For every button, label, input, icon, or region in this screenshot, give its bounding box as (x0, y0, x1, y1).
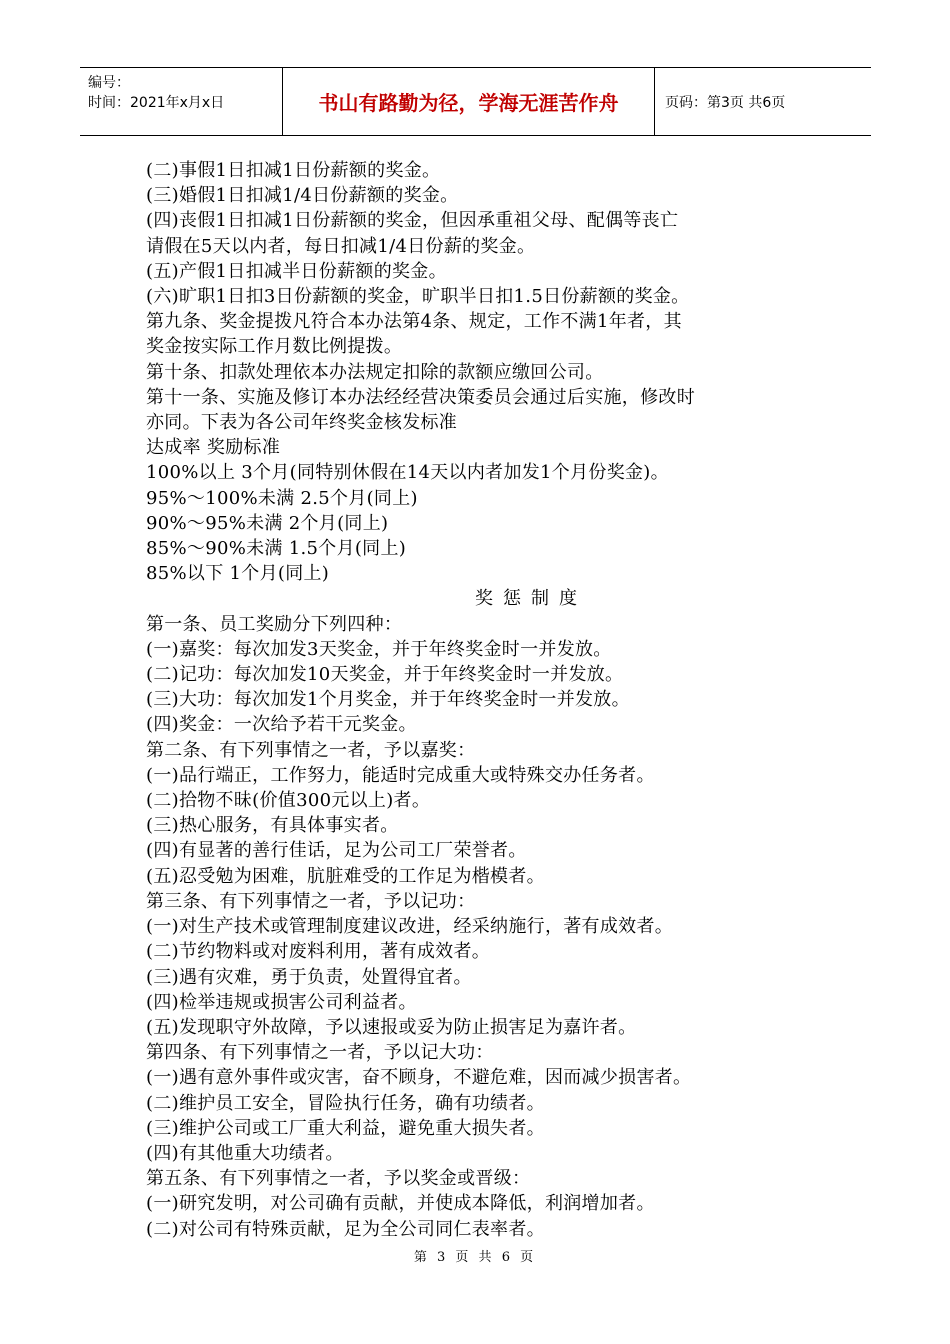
text-line: (二)节约物料或对废料利用，著有成效者。 (146, 941, 491, 963)
text-line: 请假在5天以内者，每日扣减1/4日份薪的奖金。 (146, 235, 536, 257)
text-line: 85%～90%未满 1.5个月(同上) (146, 538, 407, 560)
page-footer: 第 3 页 共 6 页 (413, 1250, 537, 1265)
document-body (146, 158, 826, 1242)
text-line: (三)维护公司或工厂重大利益，避免重大损失者。 (146, 1117, 545, 1139)
text-line: (六)旷职1日扣3日份薪额的奖金，旷职半日扣1.5日份薪额的奖金。 (146, 286, 690, 308)
text-line: 第五条、有下列事情之一者，予以奖金或晋级： (146, 1168, 531, 1190)
document-date-label: 时间：2021年x月x日 (88, 95, 225, 111)
text-line: (二)事假1日扣减1日份薪额的奖金。 (146, 160, 441, 181)
text-line: (一)嘉奖：每次加发3天奖金，并于年终奖金时一并发放。 (146, 638, 612, 660)
text-line: (四)丧假1日扣减1日份薪额的奖金，但因承重祖父母、配偶等丧亡 (146, 210, 679, 232)
section-title: 奖惩制度 (475, 588, 587, 610)
text-line: 亦同。下表为各公司年终奖金核发标准 (146, 412, 458, 434)
text-line: (三)热心服务，有具体事实者。 (146, 815, 399, 837)
text-line: (二)对公司有特殊贡献，足为全公司同仁表率者。 (146, 1218, 545, 1240)
text-line: 100%以上 3个月(同特别休假在14天以内者加发1个月份奖金)。 (146, 462, 669, 484)
text-line: (四)有显著的善行佳话，足为公司工厂荣誉者。 (146, 840, 527, 862)
text-line: 达成率 奖励标准 (146, 437, 281, 459)
text-line: 第四条、有下列事情之一者，予以记大功： (146, 1042, 494, 1064)
text-line: 第十一条、实施及修订本办法经经营决策委员会通过后实施，修改时 (146, 386, 695, 408)
text-line: 第九条、奖金提拨凡符合本办法第4条、规定，工作不满1年者，其 (146, 311, 682, 333)
text-line: (一)对生产技术或管理制度建议改进，经采纳施行，著有成效者。 (146, 916, 674, 938)
text-line: 95%～100%未满 2.5个月(同上) (146, 487, 418, 509)
page-header (80, 67, 871, 136)
text-line: (二)记功：每次加发10天奖金，并于年终奖金时一并发放。 (146, 664, 624, 686)
header-motto: 书山有路勤为径，学海无涯苦作舟 (283, 68, 655, 135)
text-line: 90%～95%未满 2个月(同上) (146, 512, 389, 534)
text-line: (二)维护员工安全，冒险执行任务，确有功绩者。 (146, 1092, 545, 1114)
text-line: (三)婚假1日扣减1/4日份薪额的奖金。 (146, 185, 459, 207)
text-line: 第二条、有下列事情之一者，予以嘉奖： (146, 739, 476, 761)
text-line: 第一条、员工奖励分下列四种： (146, 613, 403, 635)
text-line: (三)遇有灾难，勇于负责，处置得宜者。 (146, 966, 472, 988)
text-line: (五)产假1日扣减半日份薪额的奖金。 (146, 260, 447, 282)
text-line: (一)品行端正，工作努力，能适时完成重大或特殊交办任务者。 (146, 764, 655, 786)
document-number-label: 编号： (88, 75, 130, 91)
text-line: 第三条、有下列事情之一者，予以记功： (146, 890, 476, 912)
text-line: (五)忍受勉为困难，肮脏难受的工作足为楷模者。 (146, 865, 545, 887)
text-line: (四)检举违规或损害公司利益者。 (146, 991, 417, 1013)
text-line: (一)研究发明，对公司确有贡献，并使成本降低，利润增加者。 (146, 1193, 655, 1215)
header-page-number: 页码：第3页 共6页 (665, 94, 786, 111)
text-line: 85%以下 1个月(同上) (146, 563, 330, 585)
header-meta (80, 68, 283, 135)
text-line: 奖金按实际工作月数比例提拨。 (146, 336, 403, 358)
text-line: (五)发现职守外故障，予以速报或妥为防止损害足为嘉许者。 (146, 1016, 637, 1038)
text-line: (四)有其他重大功绩者。 (146, 1142, 344, 1164)
text-line: (四)奖金：一次给予若干元奖金。 (146, 714, 417, 736)
text-line: 第十条、扣款处理依本办法规定扣除的款额应缴回公司。 (146, 361, 604, 383)
text-line: (一)遇有意外事件或灾害，奋不顾身，不避危难，因而减少损害者。 (146, 1067, 692, 1089)
text-line: (二)拾物不昧(价值300元以上)者。 (146, 790, 431, 812)
text-line: (三)大功：每次加发1个月奖金，并于年终奖金时一并发放。 (146, 689, 630, 711)
